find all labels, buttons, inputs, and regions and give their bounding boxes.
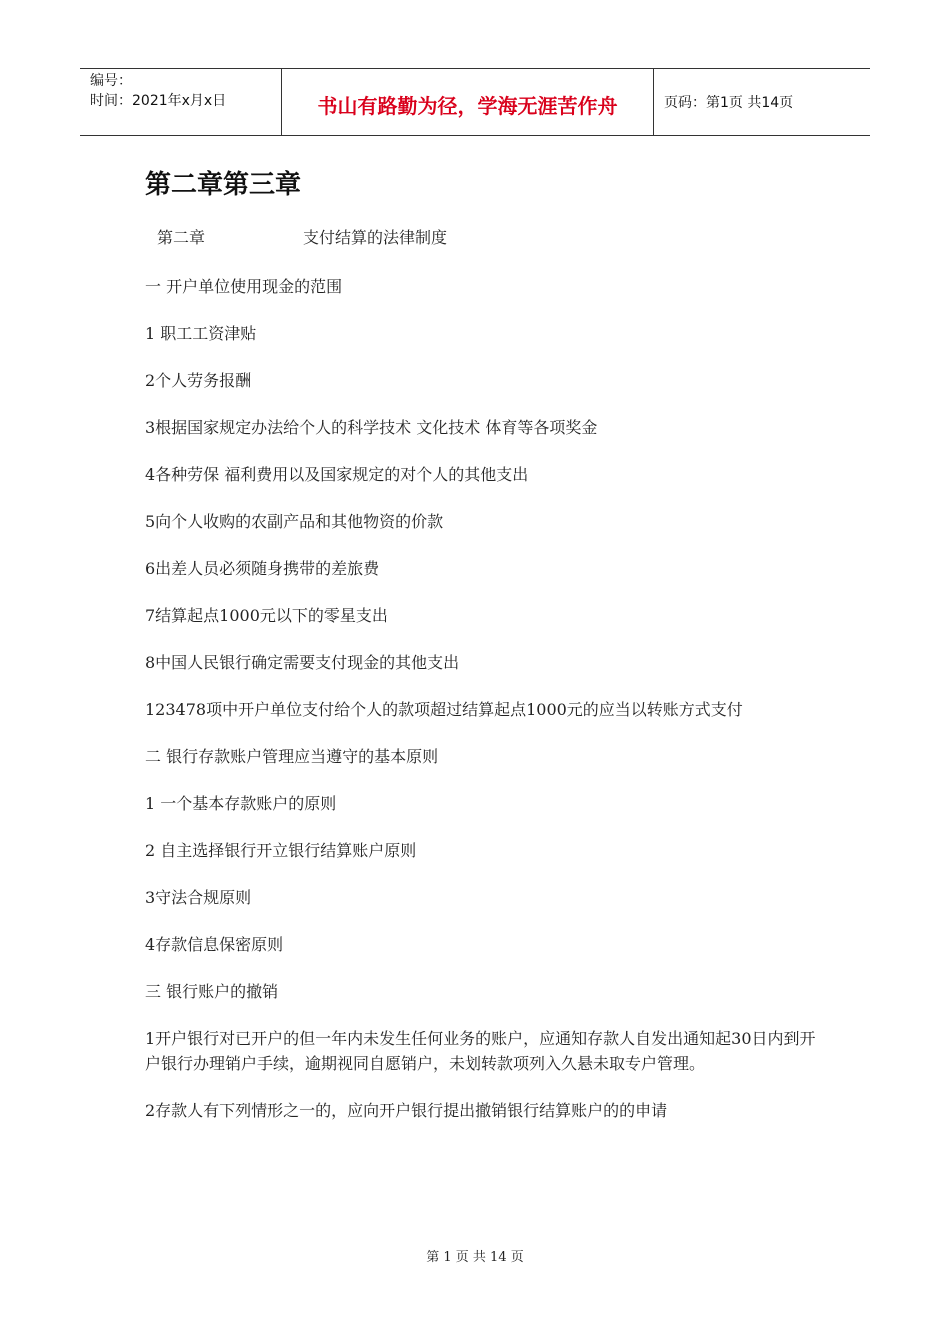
header-motto: 书山有路勤为径，学海无涯苦作舟 <box>317 93 618 118</box>
paragraph: 2存款人有下列情形之一的，应向开户银行提出撤销银行结算账户的的申请 <box>145 1101 668 1120</box>
document-time-label: 时间：2021年x月x日 <box>90 93 227 109</box>
paragraph: 1开户银行对已开户的但一年内未发生任何业务的账户，应通知存款人自发出通知起30日内到开户银行办理销户手续，逾期视同自愿销户，未划转款项列入久悬未取专户管理。 <box>145 1029 816 1073</box>
paragraph: 8中国人民银行确定需要支付现金的其他支出 <box>145 653 460 672</box>
chapter-heading <box>157 227 825 249</box>
header-motto-cell <box>282 69 654 135</box>
paragraph: 2 自主选择银行开立银行结算账户原则 <box>145 841 417 860</box>
document-title: 第二章第三章 <box>145 170 302 200</box>
paragraph: 二 银行存款账户管理应当遵守的基本原则 <box>145 747 439 766</box>
paragraph: 7结算起点1000元以下的零星支出 <box>145 606 388 625</box>
paragraph: 5向个人收购的农副产品和其他物资的价款 <box>145 512 444 531</box>
paragraph: 一 开户单位使用现金的范围 <box>145 277 343 296</box>
paragraph: 3守法合规原则 <box>145 888 252 907</box>
footer-page-number: 第 1 页 共 14 页 <box>426 1250 524 1265</box>
paragraph: 3根据国家规定办法给个人的科学技术 文化技术 体育等各项奖金 <box>145 418 598 437</box>
paragraph: 123478项中开户单位支付给个人的款项超过结算起点1000元的应当以转账方式支付 <box>145 700 743 719</box>
paragraph: 2个人劳务报酬 <box>145 371 252 390</box>
paragraph: 4各种劳保 福利费用以及国家规定的对个人的其他支出 <box>145 465 529 484</box>
document-number-label: 编号： <box>90 73 132 89</box>
paragraph: 4存款信息保密原则 <box>145 935 284 954</box>
page-footer <box>0 1246 950 1265</box>
page-header <box>80 68 870 136</box>
paragraph: 三 银行账户的撤销 <box>145 982 279 1001</box>
paragraph: 1 一个基本存款账户的原则 <box>145 794 337 813</box>
paragraph: 1 职工工资津贴 <box>145 324 257 343</box>
paragraph: 6出差人员必须随身携带的差旅费 <box>145 559 380 578</box>
header-page-label: 页码：第1页 共14页 <box>664 95 794 111</box>
document-body <box>145 165 825 1145</box>
header-meta <box>80 69 282 135</box>
header-page-cell <box>654 69 870 135</box>
chapter-title: 支付结算的法律制度 <box>303 228 448 247</box>
paragraph-list <box>145 274 825 1123</box>
chapter-number: 第二章 <box>157 228 206 247</box>
